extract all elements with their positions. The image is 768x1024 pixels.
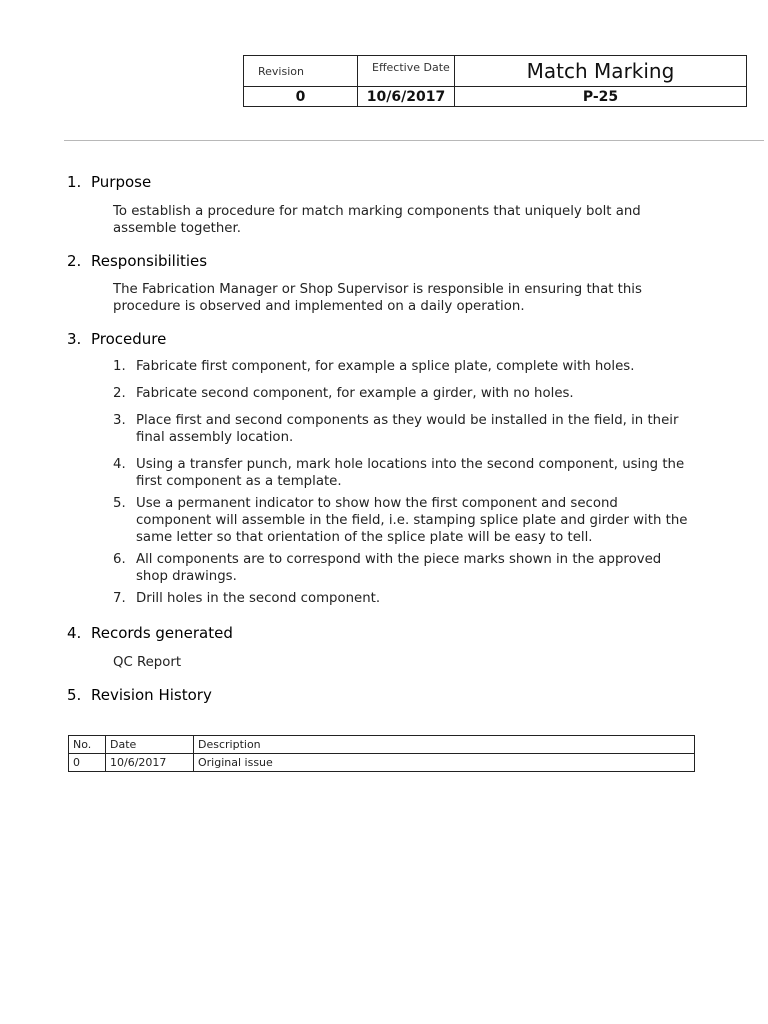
section-number: 4. — [67, 624, 82, 642]
records-text: QC Report — [113, 655, 182, 670]
effective-date-label: Effective Date — [358, 56, 455, 87]
section-title: Records generated — [91, 624, 233, 642]
column-header-description: Description — [194, 736, 695, 754]
revision-history-table — [68, 735, 695, 772]
table-header-row — [69, 736, 695, 754]
step-text: Using a transfer punch, mark hole locations into the second component, using the first component as a template. — [136, 457, 685, 489]
purpose-text: To establish a procedure for match marking components that uniquely bolt and assemble together. — [113, 204, 641, 236]
step-text: Fabricate second component, for example a girder, with no holes. — [136, 386, 574, 401]
revision-label: Revision — [244, 56, 358, 87]
section-responsibilities-heading — [67, 252, 207, 270]
step-text: All components are to correspond with the piece marks shown in the approved shop drawings. — [136, 552, 662, 584]
procedure-step — [113, 456, 693, 490]
document-header-table — [243, 55, 747, 107]
step-number: 5. — [113, 496, 126, 511]
step-text: Place first and second components as they would be installed in the field, in their final assembly location. — [136, 413, 679, 445]
step-text: Drill holes in the second component. — [136, 591, 381, 606]
step-number: 1. — [113, 359, 126, 374]
section-title: Procedure — [91, 330, 167, 348]
section-revision-history-heading — [67, 686, 212, 704]
section-title: Purpose — [91, 173, 152, 191]
column-header-no: No. — [69, 736, 106, 754]
procedure-step — [113, 385, 693, 402]
section-title: Responsibilities — [91, 252, 208, 270]
section-procedure-heading — [67, 330, 166, 348]
table-row — [69, 754, 695, 772]
procedure-step — [113, 551, 693, 585]
step-number: 4. — [113, 457, 126, 472]
step-number: 7. — [113, 591, 126, 606]
responsibilities-text: The Fabrication Manager or Shop Supervisor is responsible in ensuring that this procedure is observed and implemented on a daily operation. — [113, 282, 642, 314]
section-purpose-heading — [67, 173, 151, 191]
section-number: 1. — [67, 173, 82, 191]
step-number: 2. — [113, 386, 126, 401]
revision-description-cell: Original issue — [194, 754, 695, 772]
section-number: 5. — [67, 686, 82, 704]
section-number: 2. — [67, 252, 82, 270]
step-text: Use a permanent indicator to show how the first component and second component will assemble in the field, i.e. stamping splice plate and girder with the same letter so that orientation of the splice plate will be easy to tell. — [136, 496, 688, 545]
section-title: Revision History — [91, 686, 212, 704]
procedure-step — [113, 358, 693, 375]
column-header-date: Date — [106, 736, 194, 754]
procedure-step — [113, 495, 693, 546]
effective-date-value: 10/6/2017 — [358, 87, 455, 107]
step-number: 6. — [113, 552, 126, 567]
section-records-heading — [67, 624, 233, 642]
revision-date-cell: 10/6/2017 — [106, 754, 194, 772]
revision-no-cell: 0 — [69, 754, 106, 772]
section-number: 3. — [67, 330, 82, 348]
document-title: Match Marking — [455, 56, 747, 87]
header-divider — [64, 140, 764, 141]
procedure-step — [113, 412, 693, 446]
revision-value: 0 — [244, 87, 358, 107]
step-text: Fabricate first component, for example a splice plate, complete with holes. — [136, 359, 635, 374]
procedure-number: P-25 — [455, 87, 747, 107]
procedure-steps-list — [113, 358, 693, 607]
step-number: 3. — [113, 413, 126, 428]
procedure-step — [113, 590, 693, 607]
